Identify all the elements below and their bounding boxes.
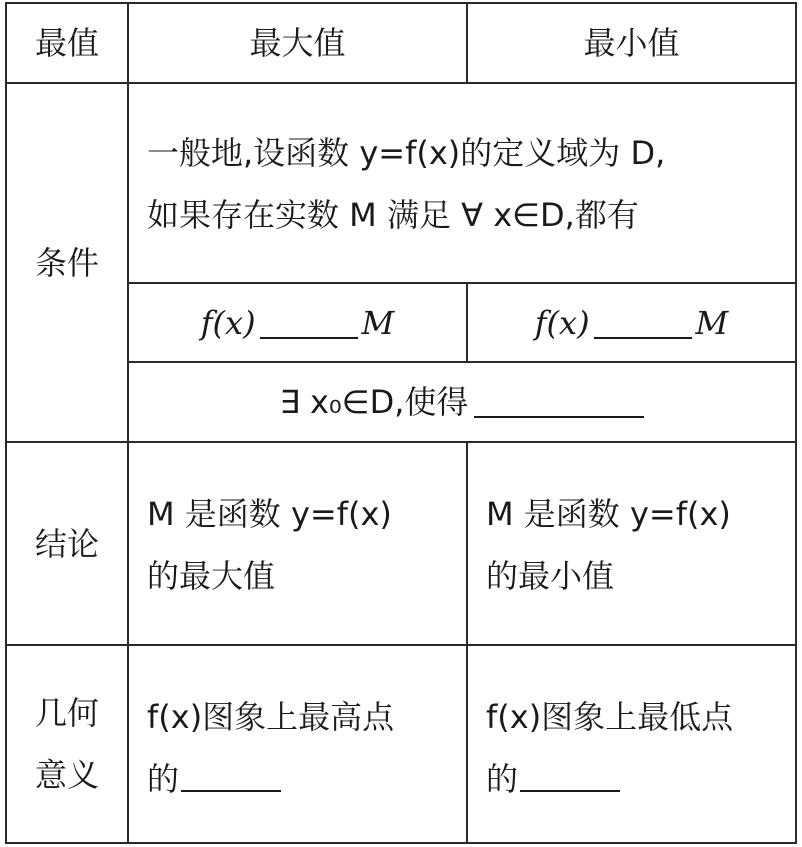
conclusion-min [468,443,795,644]
min-condition-blank [594,307,692,339]
geometry-min-line2: 的 [486,760,519,798]
geometry-min-line1: f(x)图象上最低点 [486,698,734,736]
geometry-label [7,646,127,842]
condition-intro-line2: 如果存在实数 M 满足 ∀ x∈D,都有 [147,196,639,234]
header-extremum: 最值 [34,24,99,62]
min-condition-m: M [695,303,729,342]
geometry-max-line2-wrap [147,748,456,810]
header-min: 最小值 [583,24,680,62]
geometry-label-line1: 几何 [34,694,99,732]
max-condition-blank [260,307,358,339]
geometry-min-blank [520,760,620,792]
condition-label: 条件 [34,243,99,282]
min-condition [468,284,795,361]
exists-text: ∃ x₀∈D,使得 [279,383,469,421]
header-max: 最大值 [249,24,346,62]
conclusion-max-line2: 的最大值 [147,557,276,595]
exists-blank [474,386,644,418]
conclusion-min-line2: 的最小值 [486,557,615,595]
geometry-max-line1: f(x)图象上最高点 [147,698,395,736]
max-condition-m: M [361,303,395,342]
condition-intro [129,84,795,282]
conclusion-max [129,443,466,644]
geometry-min-line2-wrap [486,748,785,810]
geometry-max-blank [181,760,281,792]
geometry-min [468,646,795,842]
geometry-max [129,646,466,842]
conclusion-min-line1: M 是函数 y=f(x) [486,495,731,533]
min-condition-fx: f(x) [534,303,590,342]
max-condition [129,284,466,361]
condition-intro-line1: 一般地,设函数 y=f(x)的定义域为 D, [147,134,666,172]
max-condition-fx: f(x) [200,303,256,342]
extremum-table [5,2,797,844]
exists-condition [129,363,795,441]
conclusion-max-line1: M 是函数 y=f(x) [147,495,392,533]
geometry-max-line2: 的 [147,760,180,798]
conclusion-label: 结论 [34,524,99,563]
geometry-label-line2: 意义 [34,756,99,794]
